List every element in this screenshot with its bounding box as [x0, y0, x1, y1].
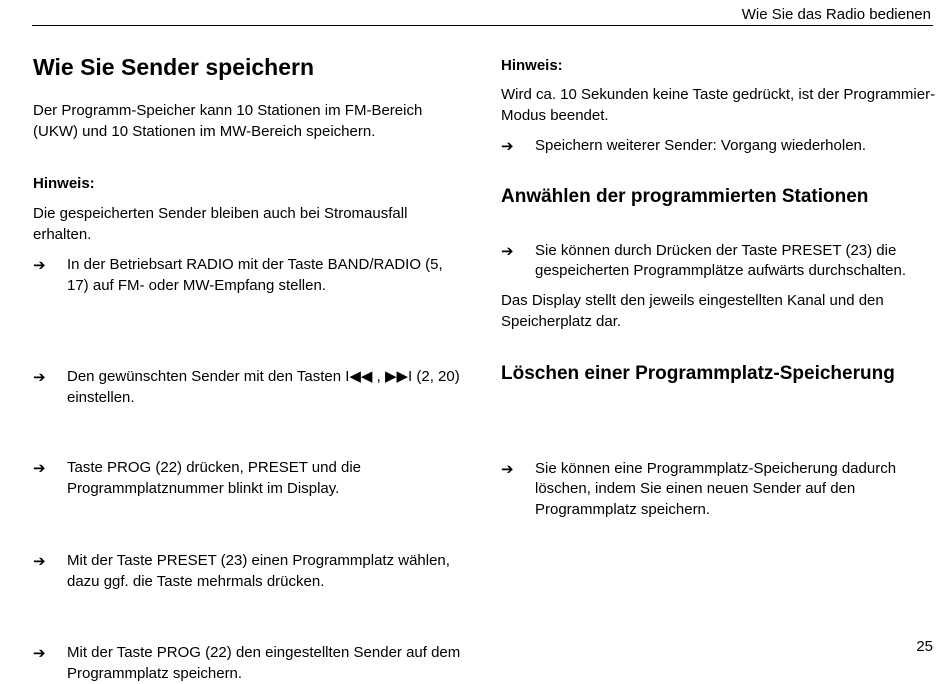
note-paragraph — [501, 85, 936, 126]
list-item-text: Mit der Taste PROG (22) den eingestellten Sender auf dem Programmplatz speichern. — [67, 644, 461, 682]
header-title: Wie Sie das Radio bedienen — [741, 6, 931, 23]
section-text: Das Display stellt den jeweils eingestellten Kanal und den Speicherplatz dar. — [501, 292, 884, 330]
note-label: Hinweis: — [501, 57, 563, 74]
list-item — [501, 136, 936, 157]
left-column — [33, 0, 461, 682]
note-heading — [501, 56, 936, 77]
list-item — [501, 241, 936, 282]
arrow-right-icon: ➔ — [33, 459, 46, 477]
note-text: Wird ca. 10 Sekunden keine Taste gedrückt, ist der Programmier-Modus beendet. — [501, 86, 936, 124]
list-item-text: Sie können eine Programmplatz-Speicherung dadurch löschen, indem Sie einen neuen Sender auf den Programmplatz speichern. — [535, 459, 897, 518]
arrow-right-icon: ➔ — [33, 256, 46, 274]
intro-text: Der Programm-Speicher kann 10 Stationen im FM-Bereich (UKW) und 10 Stationen im MW-Bereich speichern. — [33, 102, 423, 140]
note-heading — [33, 174, 461, 195]
list-item-text: Den gewünschten Sender mit den Tasten I◀◀ , ▶▶I (2, 20) einstellen. — [67, 368, 460, 406]
right-column — [501, 0, 936, 518]
list-item — [33, 255, 461, 296]
list-item — [501, 459, 936, 521]
arrow-right-icon: ➔ — [33, 644, 46, 662]
note-label: Hinweis: — [33, 175, 95, 192]
note-paragraph — [33, 204, 461, 245]
list-item-text: Mit der Taste PRESET (23) einen Programmplatz wählen, dazu ggf. die Taste mehrmals drücken. — [67, 552, 450, 590]
list-item-text: Speichern weiterer Sender: Vorgang wiederholen. — [535, 137, 867, 154]
page-title: Wie Sie Sender speichern — [33, 54, 315, 80]
note-text: Die gespeicherten Sender bleiben auch bei Stromausfall erhalten. — [33, 205, 408, 243]
list-item-text: Taste PROG (22) drücken, PRESET und die Programmplatznummer blinkt im Display. — [67, 459, 362, 497]
list-item-text: Sie können durch Drücken der Taste PRESET (23) die gespeicherten Programmplätze aufwärts durchschalten. — [535, 241, 907, 279]
section-paragraph — [501, 291, 936, 332]
page-number: 25 — [916, 638, 933, 655]
arrow-right-icon: ➔ — [501, 241, 514, 260]
intro-paragraph — [33, 101, 461, 142]
arrow-right-icon: ➔ — [33, 552, 46, 570]
list-item — [33, 643, 461, 684]
list-item — [33, 458, 461, 499]
section-title: Löschen einer Programmplatz-Speicherung — [501, 363, 895, 384]
arrow-right-icon: ➔ — [501, 137, 514, 155]
section-title: Anwählen der programmierten Stationen — [501, 186, 869, 207]
arrow-right-icon: ➔ — [33, 368, 46, 386]
list-item-text: In der Betriebsart RADIO mit der Taste BAND/RADIO (5, 17) auf FM- oder MW-Empfang stellen. — [67, 256, 443, 294]
list-item — [33, 551, 461, 592]
arrow-right-icon: ➔ — [501, 459, 514, 478]
list-item — [33, 367, 461, 408]
